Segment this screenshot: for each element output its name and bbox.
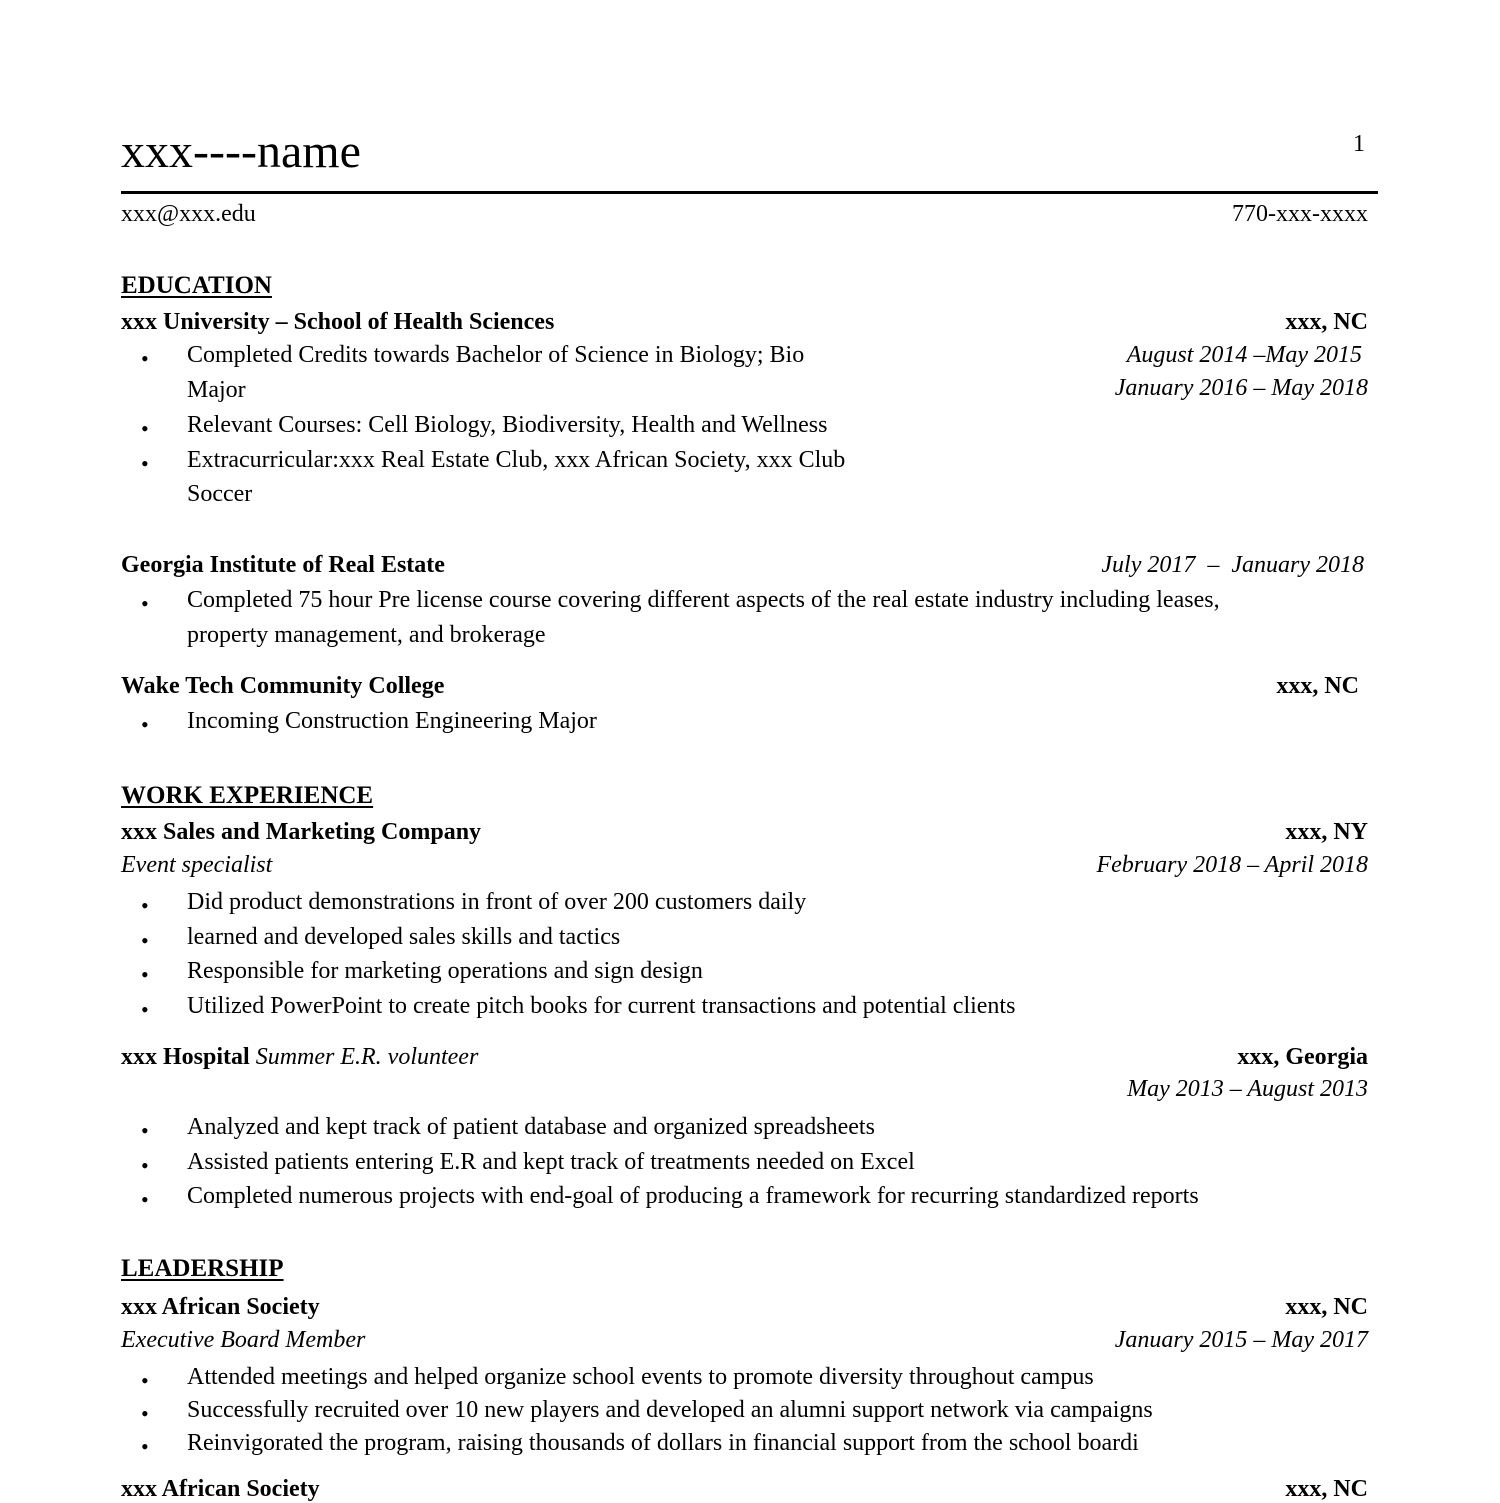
education-location-3: xxx, NC [1276,673,1359,699]
work-org-1: xxx Sales and Marketing Company [121,819,482,845]
bullet-icon: • [141,346,149,371]
phone-number: 770-xxx-xxxx [1232,201,1368,227]
email-address: xxx@xxx.edu [121,201,256,227]
work-location-1: xxx, NY [1285,819,1368,845]
bullet-icon: • [141,997,149,1022]
work-location-2: xxx, Georgia [1237,1044,1368,1070]
education-bullet-2-1-line2: property management, and brokerage [187,622,546,648]
leadership-heading: LEADERSHIP [121,1255,284,1282]
work-bullet-2-2: Assisted patients entering E.R and kept track of treatments needed on Excel [187,1149,915,1175]
work-role-1: Event specialist [121,852,273,878]
bullet-icon: • [141,1118,149,1143]
education-bullet-1-2: Relevant Courses: Cell Biology, Biodiversity, Health and Wellness [187,412,828,438]
education-heading: EDUCATION [121,272,272,299]
education-location-1: xxx, NC [1285,309,1368,335]
leadership-location-2: xxx, NC [1285,1476,1368,1502]
leadership-dates-1: January 2015 – May 2017 [1114,1327,1368,1353]
education-bullet-3-1: Incoming Construction Engineering Major [187,708,597,734]
education-org-2: Georgia Institute of Real Estate [121,552,445,578]
work-role-2: Summer E.R. volunteer [255,1044,479,1070]
bullet-icon: • [141,1368,149,1393]
leadership-org-1: xxx African Society [121,1294,320,1320]
leadership-location-1: xxx, NC [1285,1294,1368,1320]
candidate-name: xxx----name [121,125,361,178]
work-bullet-1-3: Responsible for marketing operations and sign design [187,958,703,984]
page-number: 1 [1353,131,1365,157]
education-bullet-1-3-line1: Extracurricular:xxx Real Estate Club, xxx African Society, xxx Club [187,447,846,473]
work-dates-2: May 2013 – August 2013 [1127,1076,1368,1102]
bullet-icon: • [141,591,149,616]
work-bullet-1-1: Did product demonstrations in front of over 200 customers daily [187,889,807,915]
leadership-role-1: Executive Board Member [121,1327,366,1353]
bullet-icon: • [141,712,149,737]
education-date-1a: August 2014 –May 2015 [1126,342,1362,368]
bullet-icon: • [141,416,149,441]
bullet-icon: • [141,928,149,953]
work-bullet-2-3: Completed numerous projects with end-goal of producing a framework for recurring standardized reports [187,1183,1199,1209]
education-date-2: July 2017 – January 2018 [1101,552,1364,578]
work-dates-1: February 2018 – April 2018 [1096,852,1368,878]
leadership-bullet-1-1: Attended meetings and helped organize school events to promote diversity throughout campus [187,1364,1094,1390]
bullet-icon: • [141,1153,149,1178]
bullet-icon: • [141,962,149,987]
education-org-3: Wake Tech Community College [121,673,445,699]
leadership-bullet-1-2: Successfully recruited over 10 new players and developed an alumni support network via campaigns [187,1397,1153,1423]
education-bullet-2-1-line1: Completed 75 hour Pre license course covering different aspects of the real estate industry including leases, [187,587,1220,613]
education-bullet-1-1-line2: Major [187,377,246,403]
education-bullet-1-3-line2: Soccer [187,481,253,507]
bullet-icon: • [141,1187,149,1212]
bullet-icon: • [141,893,149,918]
education-date-1b: January 2016 – May 2018 [1114,375,1368,401]
bullet-icon: • [141,1401,149,1426]
bullet-icon: • [141,1434,149,1459]
work-org-2-line [121,1044,478,1071]
bullet-icon: • [141,451,149,476]
work-bullet-1-2: learned and developed sales skills and tactics [187,924,621,950]
work-org-2: xxx Hospital [121,1044,250,1070]
header-divider [121,191,1378,194]
work-bullet-2-1: Analyzed and kept track of patient database and organized spreadsheets [187,1114,875,1140]
education-org-1: xxx University – School of Health Sciences [121,309,555,335]
work-bullet-1-4: Utilized PowerPoint to create pitch books for current transactions and potential clients [187,993,1016,1019]
leadership-bullet-1-3: Reinvigorated the program, raising thousands of dollars in financial support from the school boardi [187,1430,1139,1456]
leadership-org-2: xxx African Society [121,1476,320,1502]
education-bullet-1-1-line1: Completed Credits towards Bachelor of Science in Biology; Bio [187,342,805,368]
work-heading: WORK EXPERIENCE [121,782,374,809]
